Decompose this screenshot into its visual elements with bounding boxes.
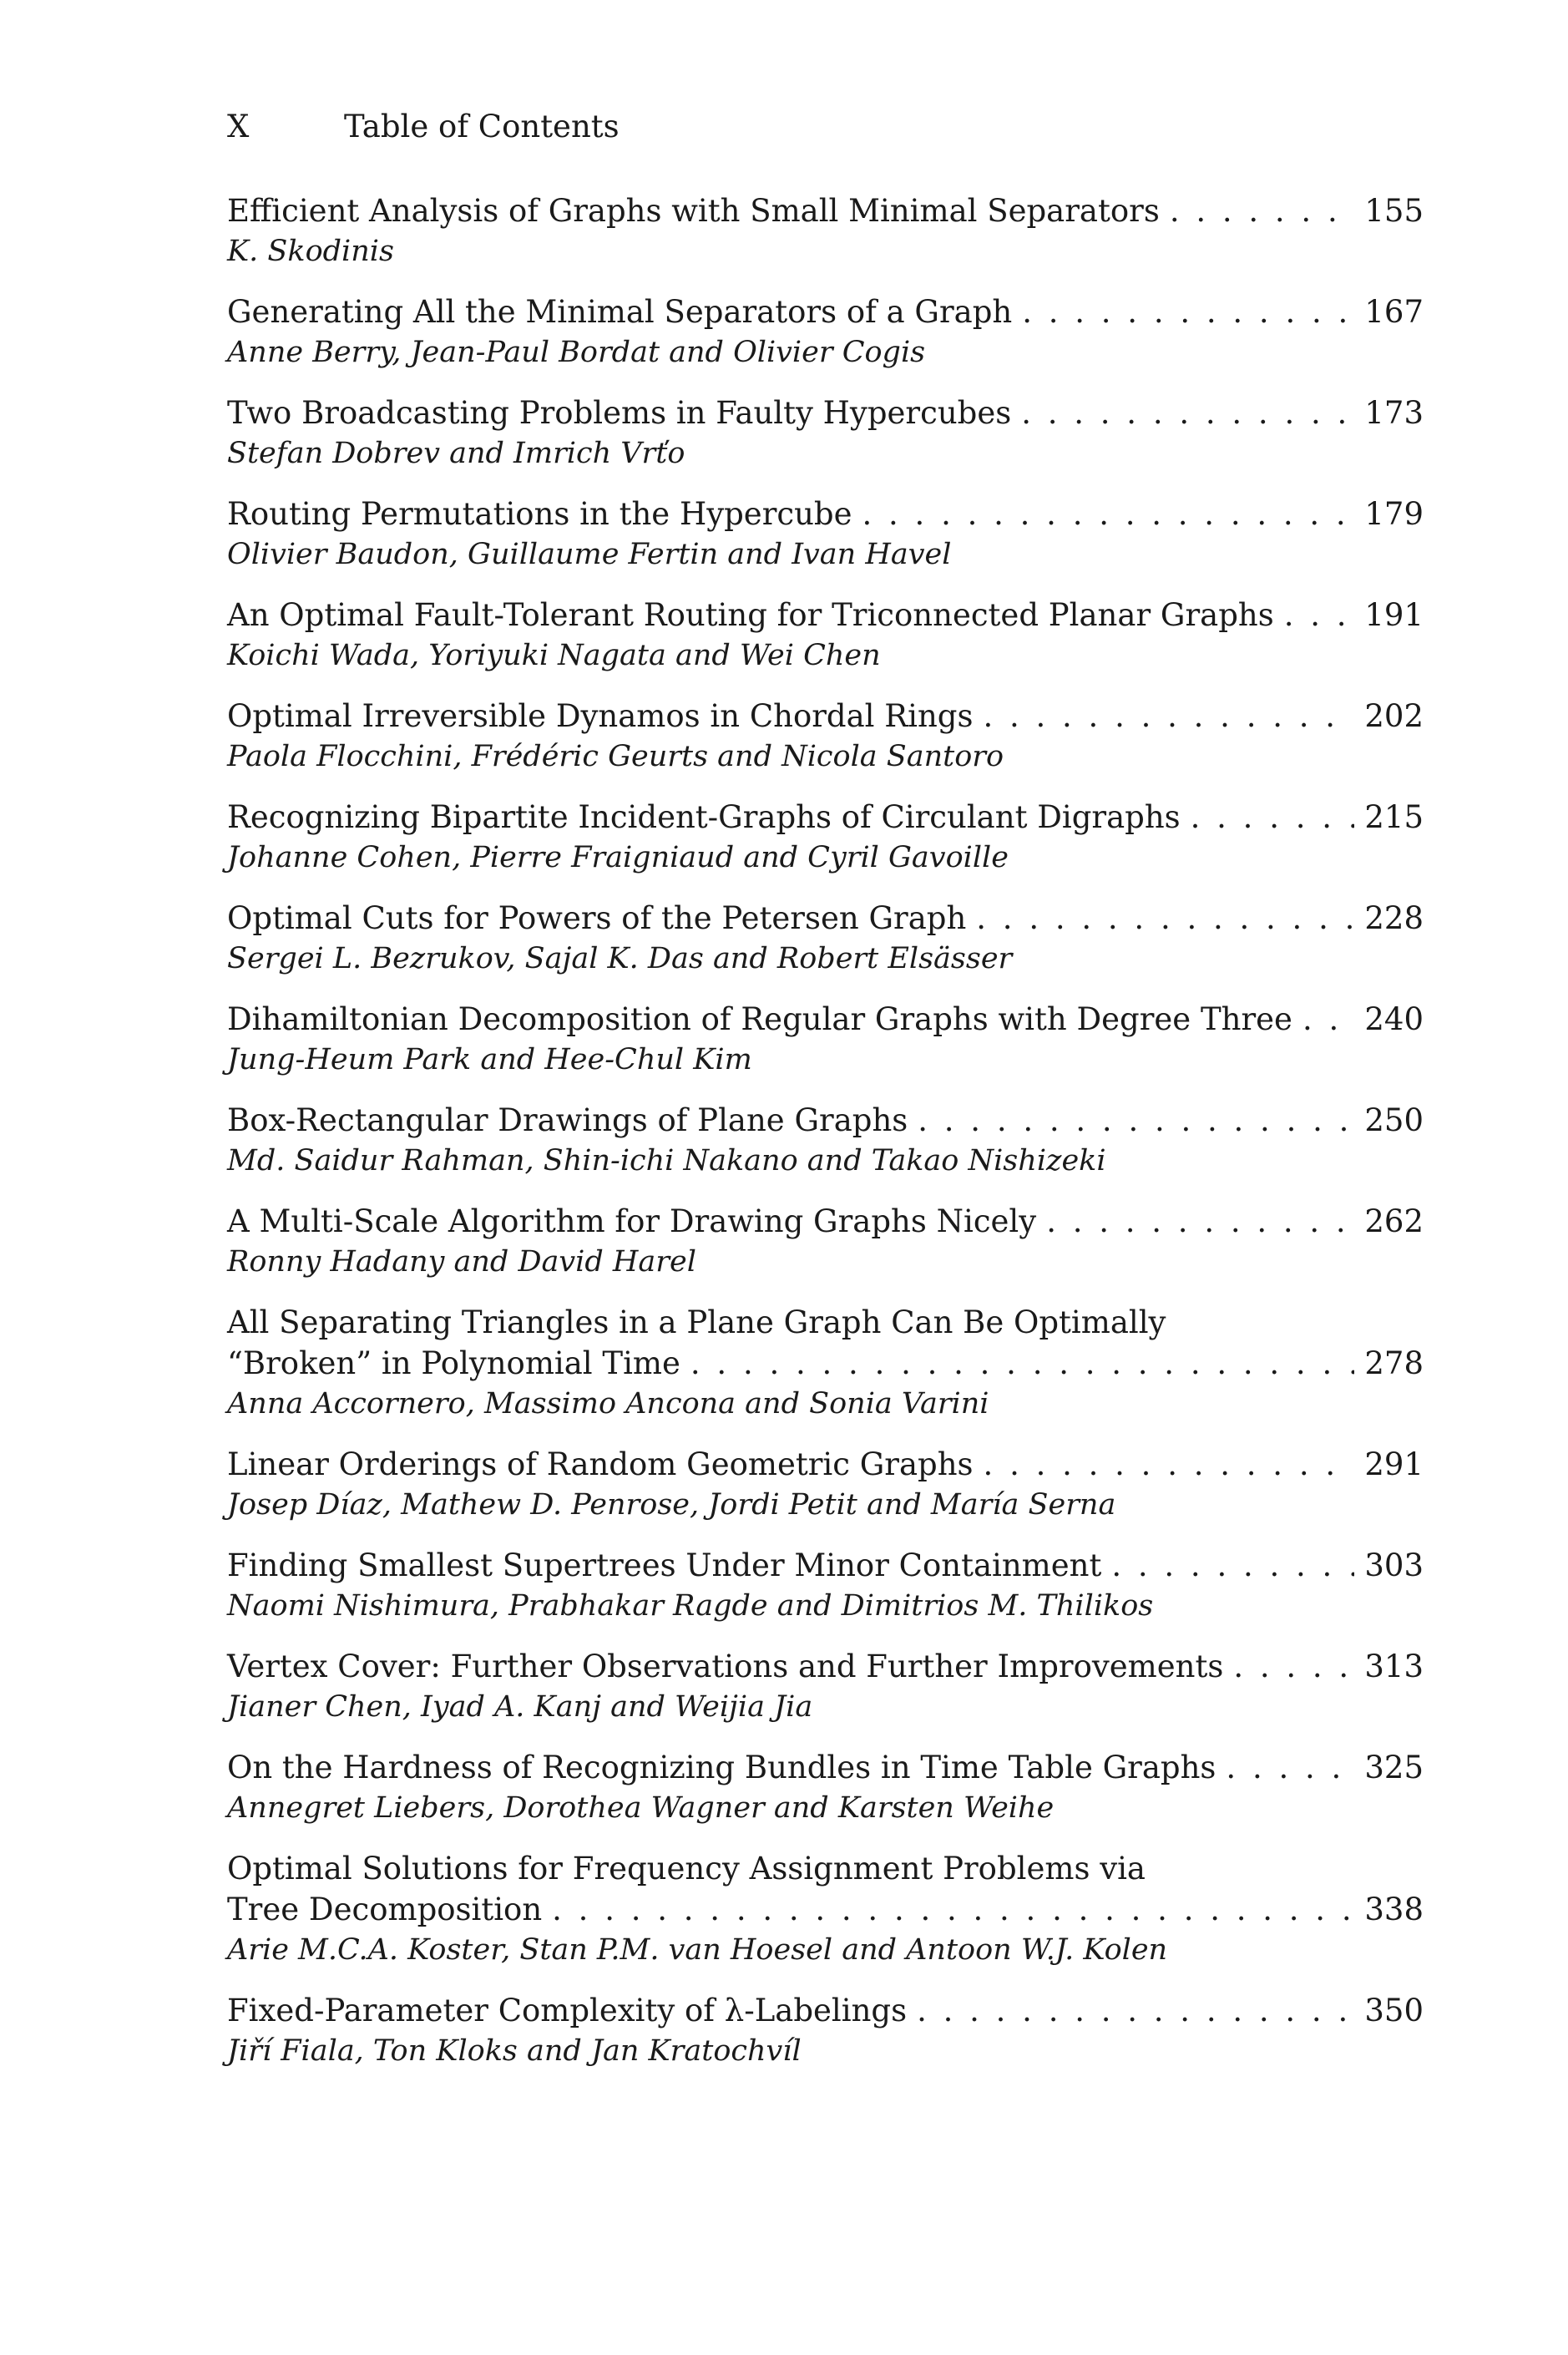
page-number: 338	[1364, 1892, 1424, 1927]
toc-title-line	[227, 797, 1424, 838]
paper-title-first-line: All Separating Triangles in a Plane Graph Can Be Optimally	[227, 1304, 1166, 1340]
toc-title-line	[227, 1343, 1424, 1384]
paper-authors: Md. Saidur Rahman, Shin-ichi Nakano and Takao Nishizeki	[227, 1144, 1106, 1178]
dot-leader	[1302, 999, 1354, 1040]
paper-title: Efficient Analysis of Graphs with Small Minimal Separators	[227, 193, 1160, 229]
toc-entry	[227, 291, 1424, 373]
dot-leader	[552, 1889, 1354, 1930]
toc-title-line	[227, 999, 1424, 1040]
dot-leader	[1233, 1646, 1354, 1687]
page-number: 179	[1364, 496, 1424, 532]
toc-title-line	[227, 696, 1424, 737]
paper-title: Tree Decomposition	[227, 1892, 543, 1927]
dot-leader	[983, 696, 1354, 737]
toc-entry	[227, 696, 1424, 777]
toc-entry	[227, 595, 1424, 676]
toc-title-line	[227, 1889, 1424, 1930]
paper-title: “Broken” in Polynomial Time	[227, 1345, 680, 1381]
toc-title-line	[227, 392, 1424, 433]
dot-leader	[1111, 1545, 1354, 1586]
toc-title-line	[227, 1990, 1424, 2031]
page-number-roman: X	[227, 109, 250, 144]
paper-title: Two Broadcasting Problems in Faulty Hypercubes	[227, 395, 1012, 431]
page-number: 313	[1364, 1648, 1424, 1684]
paper-authors: Annegret Liebers, Dorothea Wagner and Karsten Weihe	[227, 1791, 1055, 1825]
paper-authors: Ronny Hadany and David Harel	[227, 1245, 696, 1279]
page-number: 240	[1364, 1001, 1424, 1037]
toc-entry	[227, 1646, 1424, 1728]
page-number: 228	[1364, 900, 1424, 936]
paper-title: Generating All the Minimal Separators of a Graph	[227, 294, 1013, 330]
page-number: 262	[1364, 1203, 1424, 1239]
paper-authors: Jiří Fiala, Ton Kloks and Jan Kratochvíl	[227, 2034, 802, 2068]
paper-authors: Anne Berry, Jean-Paul Bordat and Olivier Cogis	[227, 336, 926, 369]
running-title: Table of Contents	[344, 109, 620, 144]
toc-entry	[227, 494, 1424, 575]
paper-title: Optimal Irreversible Dynamos in Chordal Rings	[227, 698, 974, 734]
toc-title-line	[227, 595, 1424, 636]
paper-authors: Jianer Chen, Iyad A. Kanj and Weijia Jia	[227, 1690, 813, 1724]
paper-title: Optimal Cuts for Powers of the Petersen Graph	[227, 900, 967, 936]
toc-title-line	[227, 1444, 1424, 1485]
paper-authors: Johanne Cohen, Pierre Fraigniaud and Cyril Gavoille	[227, 841, 1009, 874]
dot-leader	[984, 1444, 1355, 1485]
toc-entry	[227, 392, 1424, 474]
toc-title-line	[227, 190, 1424, 231]
paper-title: Box-Rectangular Drawings of Plane Graphs	[227, 1102, 908, 1138]
paper-authors: Jung-Heum Park and Hee-Chul Kim	[227, 1043, 752, 1076]
toc-title-line	[227, 1747, 1424, 1788]
paper-authors: Anna Accornero, Massimo Ancona and Sonia Varini	[227, 1387, 989, 1421]
running-head	[227, 107, 620, 147]
toc-entry	[227, 898, 1424, 980]
page-number: 215	[1364, 799, 1424, 835]
paper-title: On the Hardness of Recognizing Bundles in Time Table Graphs	[227, 1750, 1216, 1785]
toc-title-line	[227, 1545, 1424, 1586]
toc-title-line	[227, 291, 1424, 332]
paper-authors: Sergei L. Bezrukov, Sajal K. Das and Robert Elsässer	[227, 942, 1013, 975]
dot-leader	[1021, 392, 1354, 433]
page-number: 167	[1364, 294, 1424, 330]
toc-entry	[227, 797, 1424, 879]
page-number: 278	[1364, 1345, 1424, 1381]
dot-leader	[1022, 291, 1354, 332]
toc-entry	[227, 999, 1424, 1081]
toc-entry	[227, 1747, 1424, 1829]
page-number: 191	[1364, 597, 1424, 633]
paper-title: Recognizing Bipartite Incident-Graphs of Circulant Digraphs	[227, 799, 1181, 835]
toc-title-line	[227, 1100, 1424, 1141]
page-number: 350	[1364, 1993, 1424, 2028]
dot-leader	[1284, 595, 1355, 636]
dot-leader	[917, 1990, 1354, 2031]
paper-title: An Optimal Fault-Tolerant Routing for Triconnected Planar Graphs	[227, 597, 1274, 633]
paper-title: Linear Orderings of Random Geometric Graphs	[227, 1446, 974, 1482]
paper-authors: Naomi Nishimura, Prabhakar Ragde and Dimitrios M. Thilikos	[227, 1589, 1154, 1623]
toc-entry	[227, 1990, 1424, 2072]
page-number: 202	[1364, 698, 1424, 734]
toc-title-line	[227, 898, 1424, 939]
toc-entry	[227, 1100, 1424, 1182]
page-number: 155	[1364, 193, 1424, 229]
dot-leader	[976, 898, 1354, 939]
toc-entry	[227, 1848, 1424, 1971]
page-number: 325	[1364, 1750, 1424, 1785]
dot-leader	[1170, 190, 1355, 231]
toc-title-line	[227, 494, 1424, 534]
paper-title: A Multi-Scale Algorithm for Drawing Graphs Nicely	[227, 1203, 1037, 1239]
paper-authors: Josep Díaz, Mathew D. Penrose, Jordi Petit and María Serna	[227, 1488, 1116, 1522]
paper-authors: Koichi Wada, Yoriyuki Nagata and Wei Chen	[227, 639, 881, 672]
paper-title: Finding Smallest Supertrees Under Minor Containment	[227, 1547, 1102, 1583]
dot-leader	[1191, 797, 1355, 838]
dot-leader	[918, 1100, 1354, 1141]
toc-entry	[227, 1444, 1424, 1526]
toc-title-line	[227, 1646, 1424, 1687]
dot-leader	[862, 494, 1355, 534]
dot-leader	[1046, 1201, 1354, 1242]
toc-entry	[227, 190, 1424, 272]
paper-authors: Olivier Baudon, Guillaume Fertin and Ivan Havel	[227, 538, 952, 571]
paper-title: Dihamiltonian Decomposition of Regular Graphs with Degree Three	[227, 1001, 1292, 1037]
page-number: 291	[1364, 1446, 1424, 1482]
page-number: 250	[1364, 1102, 1424, 1138]
page-number: 173	[1364, 395, 1424, 431]
paper-authors: Paola Flocchini, Frédéric Geurts and Nicola Santoro	[227, 740, 1004, 773]
paper-title: Fixed-Parameter Complexity of λ-Labelings	[227, 1993, 908, 2028]
dot-leader	[690, 1343, 1354, 1384]
paper-authors: K. Skodinis	[227, 235, 394, 268]
table-of-contents	[227, 190, 1424, 2091]
toc-entry	[227, 1201, 1424, 1283]
toc-entry	[227, 1302, 1424, 1425]
toc-title-line	[227, 1201, 1424, 1242]
paper-title: Routing Permutations in the Hypercube	[227, 496, 852, 532]
page-number: 303	[1364, 1547, 1424, 1583]
dot-leader	[1226, 1747, 1354, 1788]
toc-entry	[227, 1545, 1424, 1627]
paper-title-first-line: Optimal Solutions for Frequency Assignment Problems via	[227, 1851, 1146, 1887]
paper-authors: Arie M.C.A. Koster, Stan P.M. van Hoesel and Antoon W.J. Kolen	[227, 1933, 1168, 1967]
paper-authors: Stefan Dobrev and Imrich Vrťo	[227, 437, 685, 470]
paper-title: Vertex Cover: Further Observations and Further Improvements	[227, 1648, 1224, 1684]
